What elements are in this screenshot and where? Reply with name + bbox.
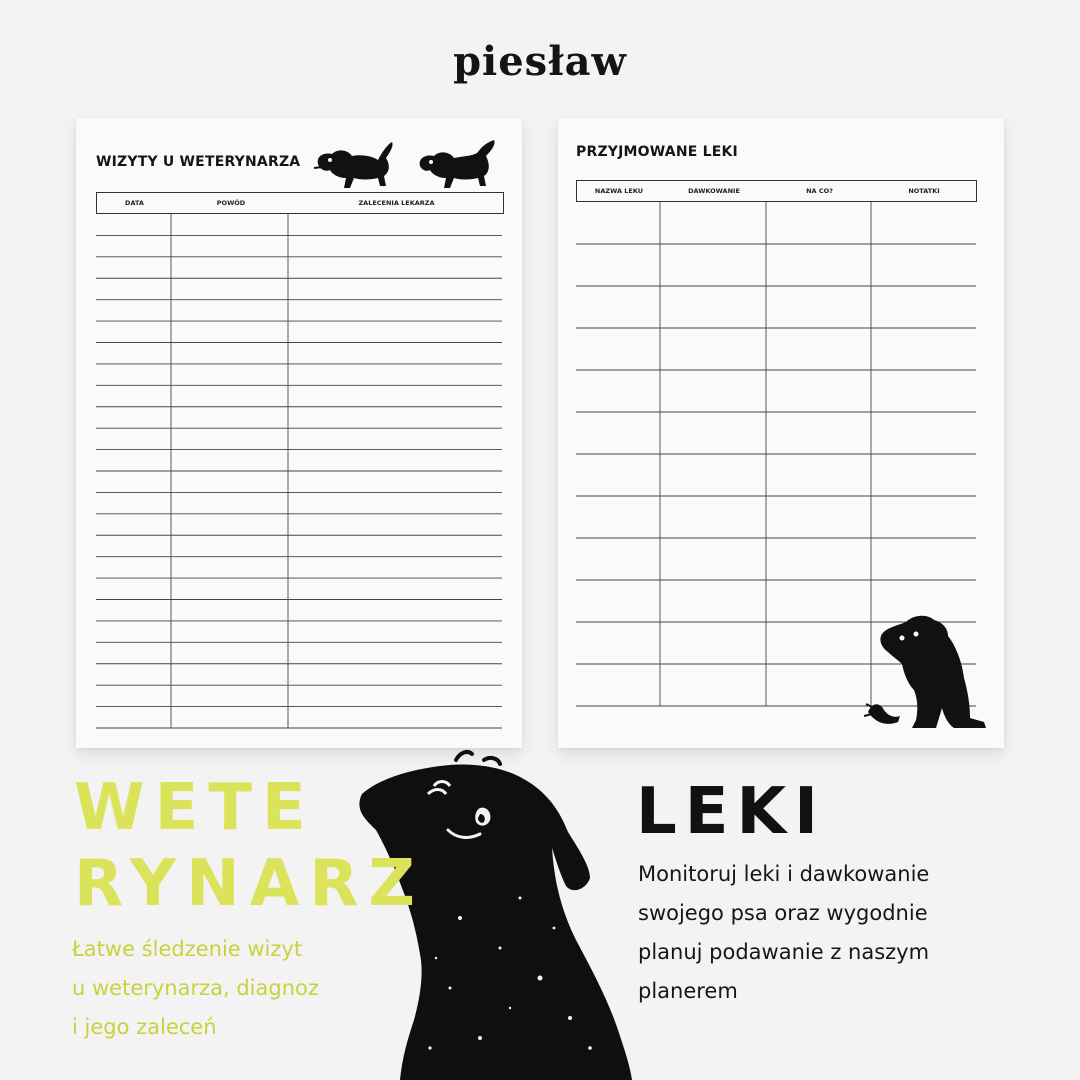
column-header: POWÓD: [216, 199, 246, 207]
vet-description-line: u weterynarza, diagnoz: [72, 976, 319, 1000]
meds-description-line: Monitoruj leki i dawkowanie: [638, 862, 930, 886]
vet-sheet-title: WIZYTY U WETERYNARZA: [96, 154, 301, 170]
meds-heading: LEKI: [636, 775, 826, 849]
column-header: NA CO?: [806, 187, 833, 195]
vet-table-grid: [76, 118, 522, 748]
meds-description-line: planuj podawanie z naszym: [638, 940, 930, 964]
vet-heading-line2: RYNARZ: [74, 847, 425, 921]
vet-description: [72, 930, 319, 1047]
vet-heading-line1: WETE: [74, 771, 316, 845]
brand-logo: piesław: [453, 38, 627, 85]
vet-description-line: i jego zaleceń: [72, 1015, 217, 1039]
column-header: ZALECENIA LEKARZA: [358, 199, 435, 207]
meds-sheet-title: PRZYJMOWANE LEKI: [576, 144, 738, 160]
vet-visits-sheet: [76, 118, 522, 748]
vet-description-line: Łatwe śledzenie wizyt: [72, 937, 303, 961]
meds-description-line: swojego psa oraz wygodnie: [638, 901, 928, 925]
sitting-dog-icon: [858, 612, 994, 736]
column-header: DAWKOWANIE: [688, 187, 740, 195]
column-header: DATA: [125, 199, 144, 207]
meds-description-line: planerem: [638, 979, 738, 1003]
meds-description: [638, 855, 929, 1011]
column-header: NAZWA LEKU: [594, 187, 644, 195]
medications-sheet: [558, 118, 1004, 748]
column-header: NOTATKI: [908, 187, 940, 195]
